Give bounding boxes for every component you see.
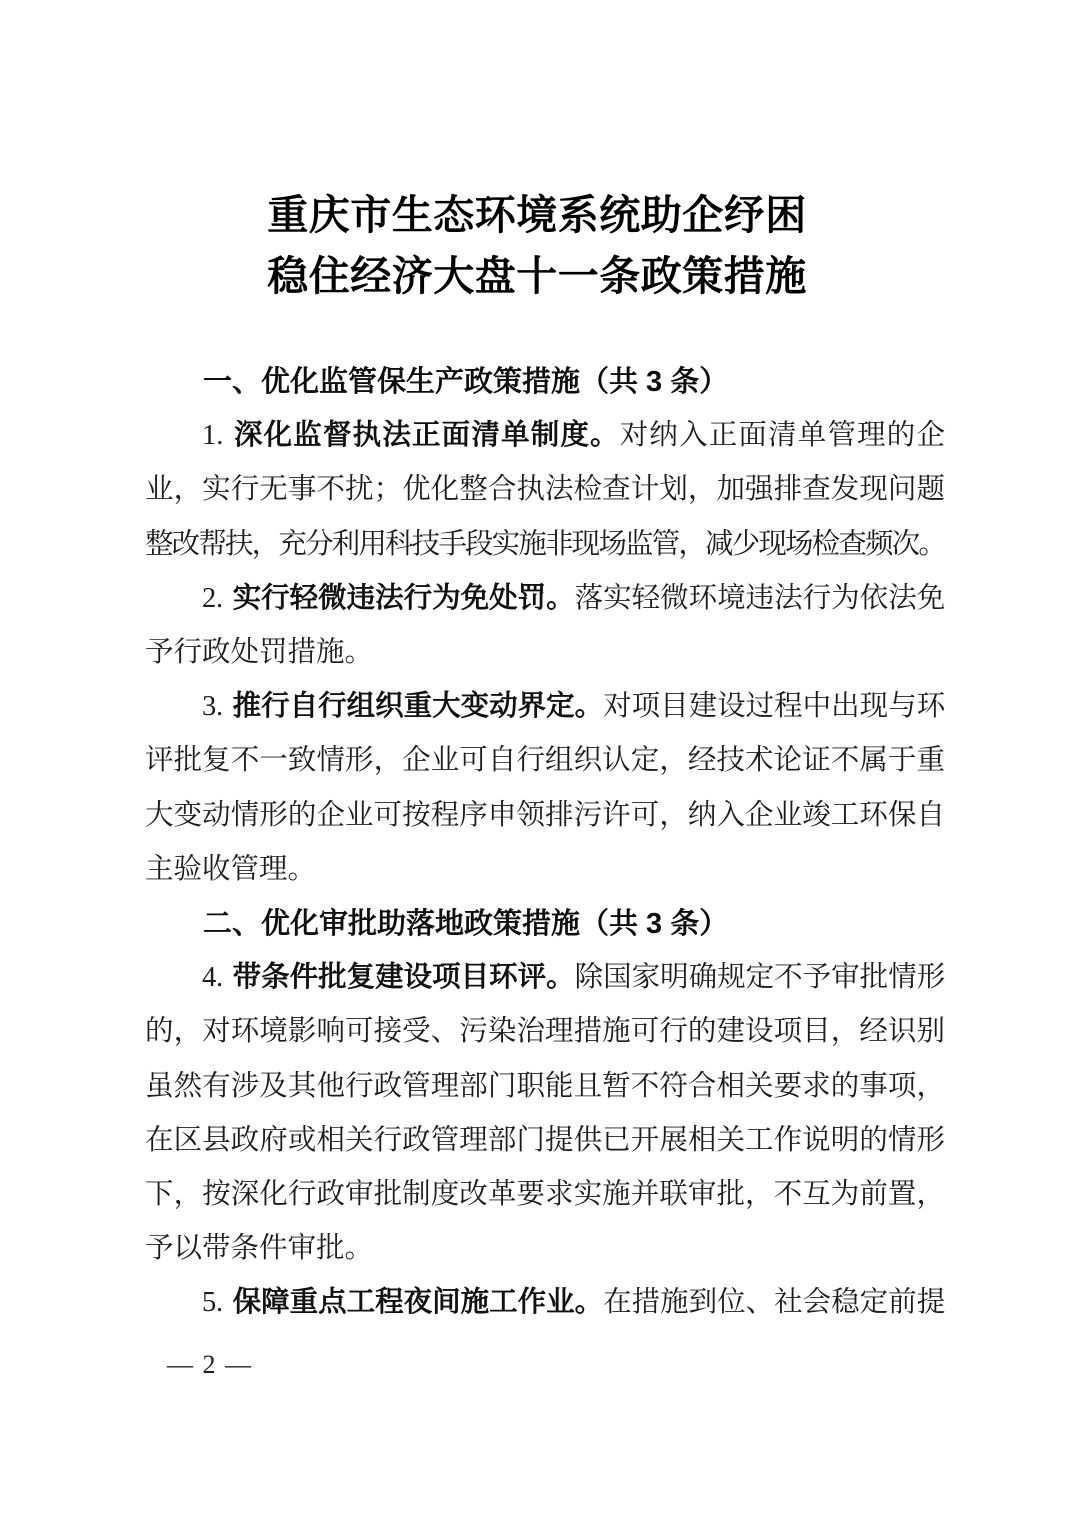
paragraph-line [145,626,945,680]
paragraph-text: 的，对环境影响可接受、污染治理措施可行的建设项目，经识别 [145,1016,945,1048]
paragraph-text: 评批复不一致情形，企业可自行组织认定，经技术论证不属于重 [145,745,945,777]
paragraph-text: 除国家明确规定不予审批情形 [574,962,945,994]
paragraph-text: 对纳入正面清单管理的企 [619,420,945,452]
paragraph-number: 2. [202,582,223,614]
paragraph-line [145,734,945,788]
document-body [145,355,945,1331]
paragraph-line [145,680,945,734]
paragraph-line [145,1114,945,1168]
paragraph-lead-sentence: 实行轻微违法行为免处罚。 [232,582,575,614]
paragraph-line [145,1222,945,1276]
paragraph-text: 下，按深化行政审批制度改革要求实施并联审批，不互为前置， [145,1179,945,1211]
paragraph-text: 在区县政府或相关行政管理部门提供已开展相关工作说明的情形 [145,1124,945,1156]
paragraph-text: 予以带条件审批。 [145,1233,374,1265]
paragraph-line [145,951,945,1005]
paragraph-text: 整改帮扶，充分利用科技手段实施非现场监管，减少现场检查频次。 [145,528,945,560]
paragraph-line [145,572,945,626]
paragraph-text: 主验收管理。 [145,853,317,885]
paragraph-line [145,789,945,843]
paragraph-text: 虽然有涉及其他行政管理部门职能且暂不符合相关要求的事项， [145,1070,945,1102]
paragraph-text: 对项目建设过程中出现与环 [603,691,945,723]
paragraph-text: 业，实行无事不扰；优化整合执法检查计划，加强排查发现问题 [145,474,945,506]
paragraph-line [145,1005,945,1059]
paragraph-line [145,463,945,517]
paragraph-line [145,1168,945,1222]
page-number: — 2 — [167,1350,253,1379]
paragraph-text: 落实轻微环境违法行为依法免 [574,582,945,614]
paragraph-number: 5. [202,1287,223,1319]
paragraph-line [145,409,945,463]
title-line: 重庆市生态环境系统助企纾困 [267,192,807,238]
paragraph-number: 1. [202,420,224,452]
paragraph-text: 予行政处罚措施。 [145,637,374,669]
paragraph-text: 大变动情形的企业可按程序申领排污许可，纳入企业竣工环保自 [145,799,945,831]
paragraph-line [145,1276,945,1330]
paragraph-text: 在措施到位、社会稳定前提 [603,1287,945,1319]
paragraph-lead-sentence: 推行自行组织重大变动界定。 [232,691,604,723]
title-line: 稳住经济大盘十一条政策措施 [267,253,807,299]
paragraph-number: 4. [202,962,223,994]
paragraph-lead-sentence: 保障重点工程夜间施工作业。 [232,1287,604,1319]
section-2-heading: 二、优化审批助落地政策措施（共 3 条） [203,908,729,941]
document-title [0,0,1074,307]
paragraph-line [145,518,945,572]
paragraph-line [145,843,945,897]
paragraph-line [145,1060,945,1114]
section-1-heading: 一、优化监管保生产政策措施（共 3 条） [203,366,729,398]
paragraph-number: 3. [202,691,223,723]
paragraph-lead-sentence: 带条件批复建设项目环评。 [232,962,575,994]
paragraph-lead-sentence: 深化监督执法正面清单制度。 [232,420,620,452]
